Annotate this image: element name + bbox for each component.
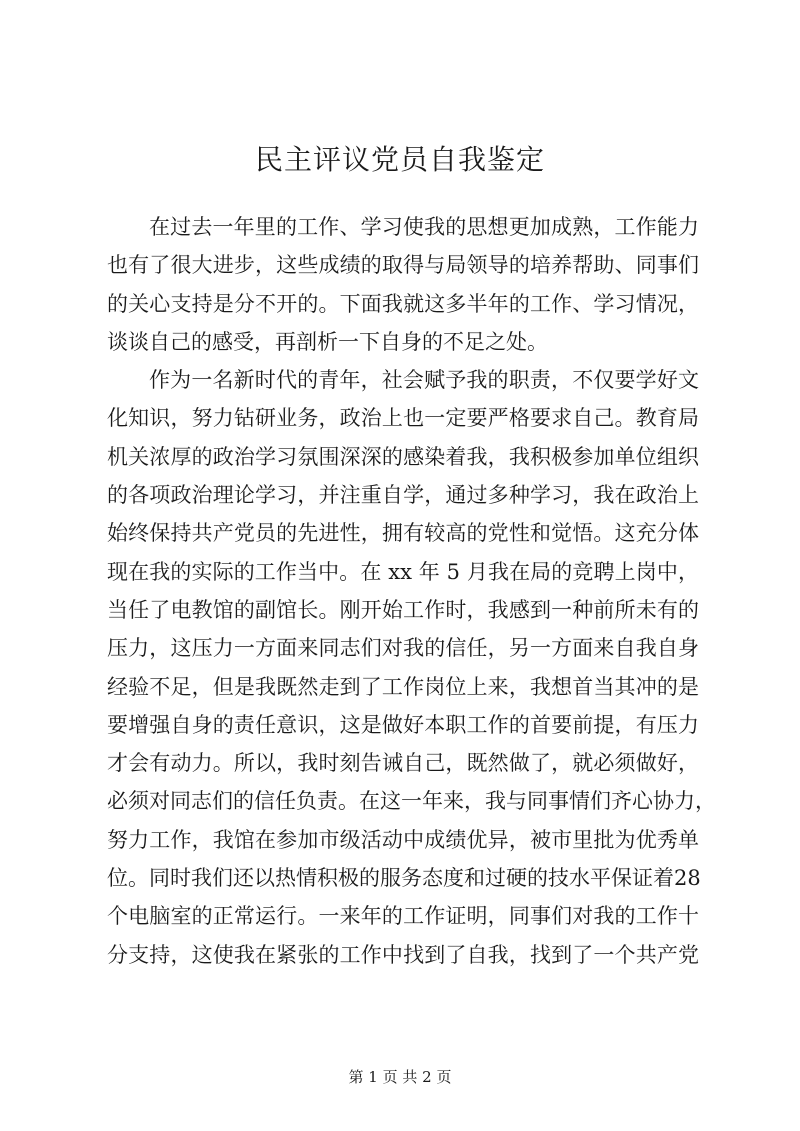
document-title: 民主评议党员自我鉴定	[254, 143, 545, 176]
body-line: 当任了电教馆的副馆长。刚开始工作时，我感到一种前所未有的	[107, 597, 699, 622]
body-line: 的各项政治理论学习，并注重自学，通过多种学习，我在政治上	[107, 483, 699, 508]
body-line: 在过去一年里的工作、学习使我的思想更加成熟，工作能力	[149, 215, 699, 239]
body-line: 谈谈自己的感受，再剖析一下自身的不足之处。	[107, 329, 548, 354]
document-body	[107, 208, 716, 974]
body-line: 必须对同志们的信任负责。在这一年来，我与同事情们齐心协力，	[107, 789, 716, 814]
body-line: 才会有动力。所以，我时刻告诫自己，既然做了，就必须做好，	[107, 751, 699, 776]
body-line: 经验不足，但是我既然走到了工作岗位上来，我想首当其冲的是	[107, 674, 699, 699]
body-line: 位。同时我们还以热情积极的服务态度和过硬的技水平保证着28	[107, 866, 701, 891]
body-line: 也有了很大进步，这些成绩的取得与局领导的培养帮助、同事们	[107, 253, 699, 278]
page-footer: 第 1 页 共 2 页	[348, 1068, 452, 1086]
body-line: 机关浓厚的政治学习氛围深深的感染着我，我积极参加单位组织	[107, 444, 699, 469]
body-line: 作为一名新时代的青年，社会赋予我的职责，不仅要学好文	[149, 368, 699, 393]
body-line: 始终保持共产党员的先进性，拥有较高的党性和觉悟。这充分体	[107, 521, 699, 546]
body-line: 要增强自身的责任意识，这是做好本职工作的首要前提，有压力	[107, 712, 699, 737]
body-line: 努力工作，我馆在参加市级活动中成绩优异，被市里批为优秀单	[107, 827, 699, 852]
body-line: 现在我的实际的工作当中。在 xx 年 5 月我在局的竞聘上岗中，	[107, 559, 699, 584]
body-line: 个电脑室的正常运行。一来年的工作证明，同事们对我的工作十	[107, 904, 699, 929]
body-line: 压力，这压力一方面来同志们对我的信任，另一方面来自我自身	[107, 636, 699, 661]
body-line: 的关心支持是分不开的。下面我就这多半年的工作、学习情况，	[107, 291, 699, 316]
body-line: 化知识，努力钻研业务，政治上也一定要严格要求自己。教育局	[107, 406, 699, 431]
body-line: 分支持，这使我在紧张的工作中找到了自我，找到了一个共产党	[107, 942, 699, 967]
